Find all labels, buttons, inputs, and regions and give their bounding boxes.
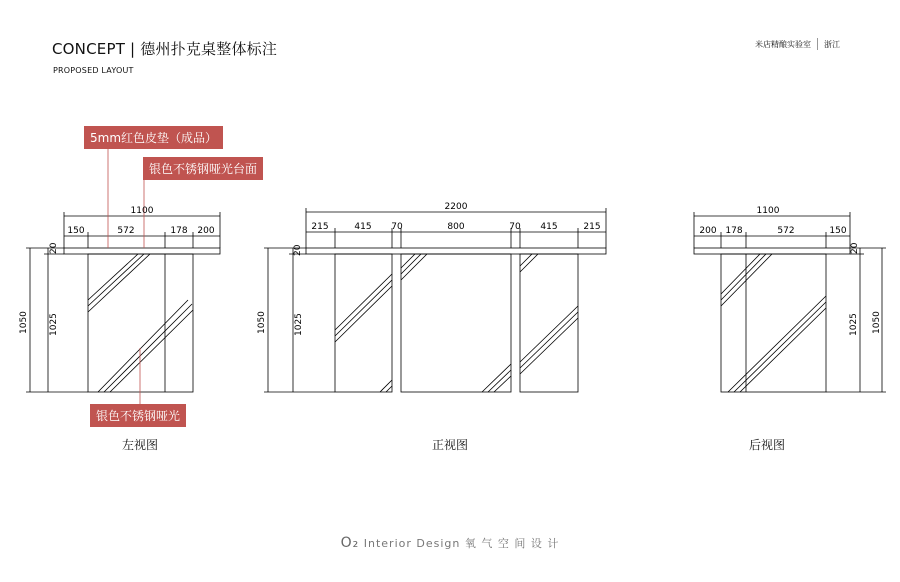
left-view (26, 147, 220, 404)
front-h-1: 1025 (294, 313, 304, 336)
left-h-0: 20 (49, 242, 59, 254)
front-seg-5: 415 (540, 222, 558, 232)
back-seg-2: 572 (777, 226, 795, 236)
caption-back-view: 后视图 (748, 438, 785, 452)
back-overall-dim: 1100 (756, 206, 780, 216)
logo-mark: O₂ (340, 535, 360, 551)
caption-left-view: 左视图 (121, 438, 158, 452)
annotation-top-pad: 5mm红色皮垫（成品） (84, 126, 223, 149)
left-seg-0: 150 (67, 226, 85, 236)
back-hatch (721, 254, 826, 392)
front-seg-3: 800 (447, 222, 465, 232)
left-seg-2: 178 (170, 226, 188, 236)
front-seg-2: 70 (391, 222, 403, 232)
front-overall-dim: 2200 (444, 202, 468, 212)
page-subtitle: PROPOSED LAYOUT (53, 66, 134, 75)
back-seg-1: 178 (725, 226, 743, 236)
annotation-leg-finish: 银色不锈钢哑光 (90, 404, 186, 427)
front-seg-1: 415 (354, 222, 372, 232)
front-top-slab (306, 248, 606, 254)
back-top-slab (694, 248, 850, 254)
left-hatch (88, 254, 193, 392)
front-h-2: 1050 (257, 311, 267, 334)
left-overall-dim: 1100 (130, 206, 154, 216)
back-view (694, 212, 886, 392)
caption-front-view: 正视图 (431, 438, 468, 452)
left-seg-3: 200 (197, 226, 215, 236)
front-view (264, 208, 606, 392)
project-location: 浙江 (824, 39, 840, 49)
front-leg-left (335, 254, 392, 392)
footer-brand: Interior Design (363, 537, 461, 550)
page-title: CONCEPT | 德州扑克桌整体标注 (52, 40, 278, 58)
front-seg-0: 215 (311, 222, 329, 232)
back-seg-0: 200 (699, 226, 717, 236)
footer-brand-cn: 氧 气 空 间 设 计 (464, 537, 560, 550)
front-h-0: 20 (293, 244, 303, 256)
front-seg-6: 215 (583, 222, 601, 232)
back-h-2: 1050 (872, 311, 882, 334)
left-top-slab (64, 248, 220, 254)
annotation-top-surface: 银色不锈钢哑光台面 (143, 157, 263, 180)
front-leg-right (520, 254, 578, 392)
project-name: 米店精酿实验室 (755, 39, 811, 49)
left-h-1: 1025 (49, 313, 59, 336)
back-seg-3: 150 (829, 226, 847, 236)
front-hatch (335, 254, 578, 392)
front-seg-4: 70 (509, 222, 521, 232)
left-h-2: 1050 (19, 311, 29, 334)
footer-logo (0, 535, 900, 551)
back-h-0: 20 (850, 242, 860, 254)
back-h-1: 1025 (849, 313, 859, 336)
left-leg-block (88, 254, 193, 392)
left-seg-1: 572 (117, 226, 135, 236)
front-leg-center (401, 254, 511, 392)
